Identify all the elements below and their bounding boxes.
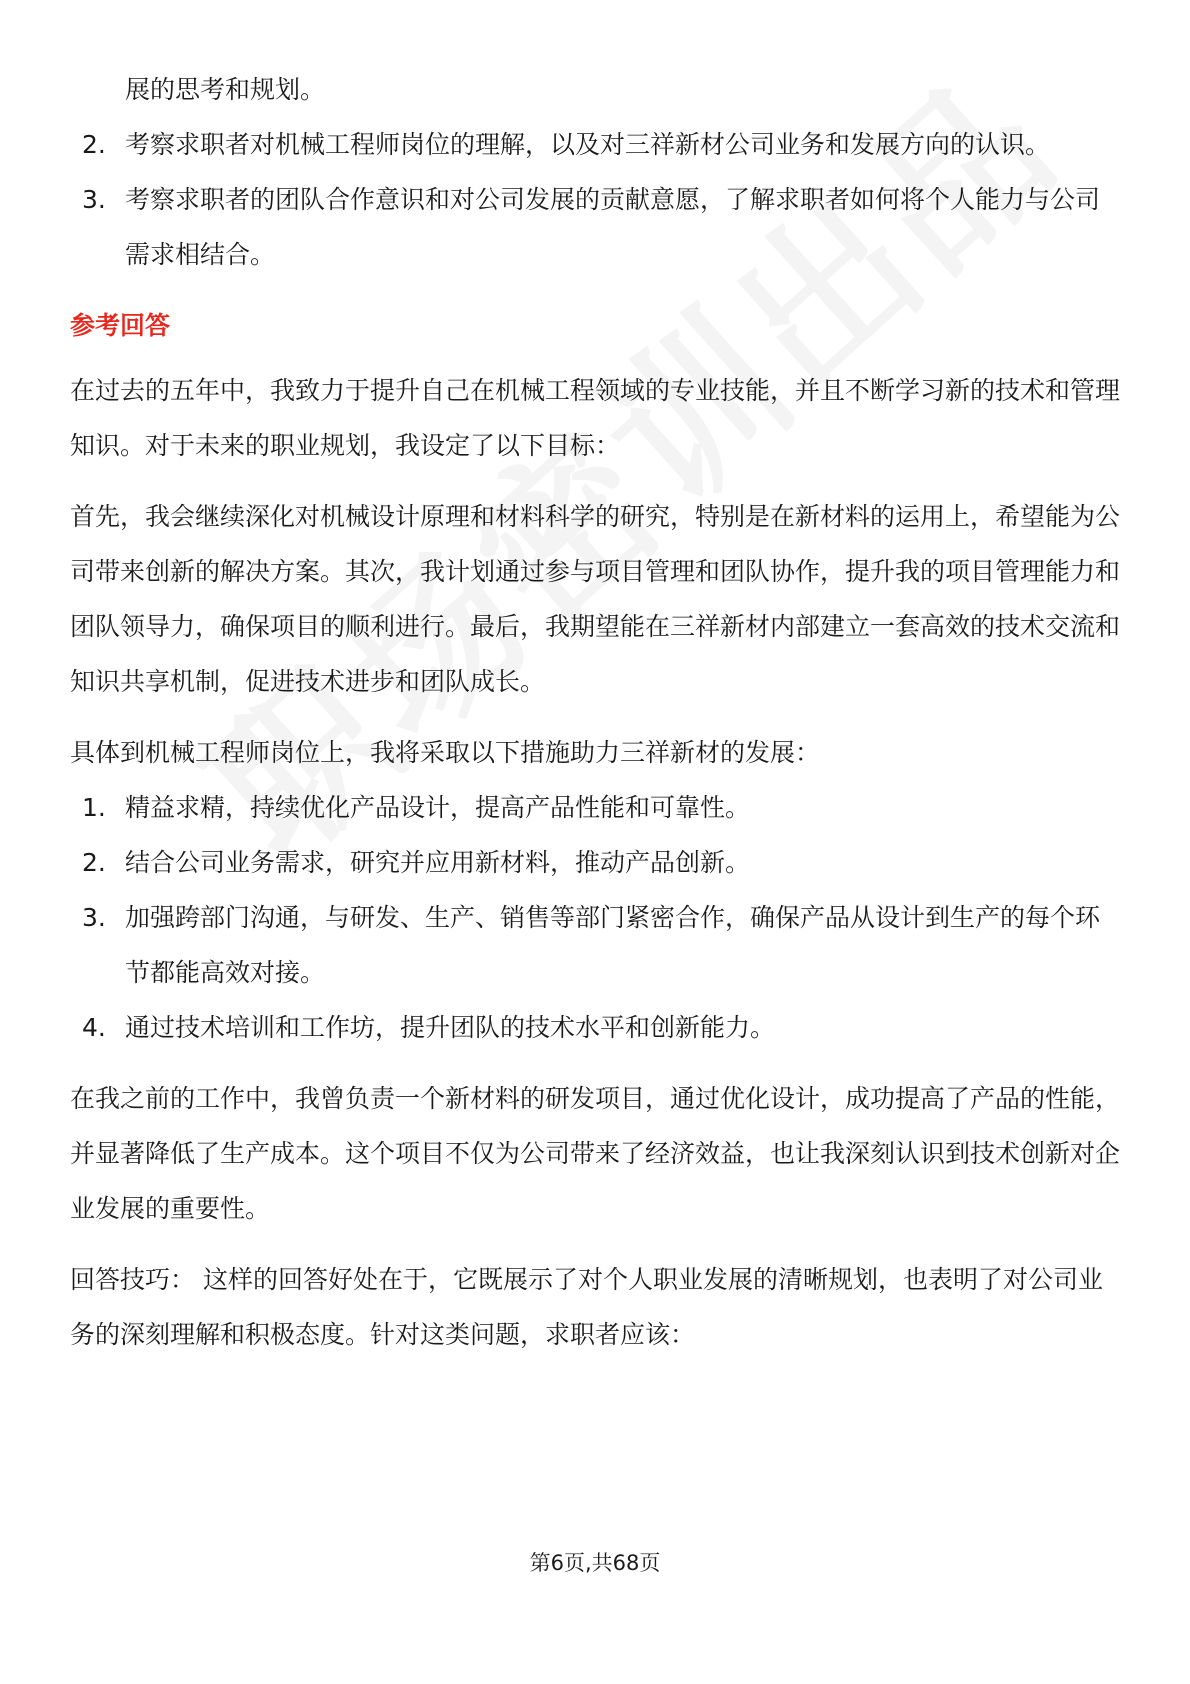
document-body [70, 62, 1120, 1362]
list-item-text: 精益求精，持续优化产品设计，提高产品性能和可靠性。 [125, 793, 751, 822]
answer-paragraph: 在过去的五年中，我致力于提升自己在机械工程领域的专业技能，并且不断学习新的技术和管理知识。对于未来的职业规划，我设定了以下目标： [70, 376, 1121, 460]
list-item [70, 117, 1120, 172]
experience-paragraph: 在我之前的工作中，我曾负责一个新材料的研发项目，通过优化设计，成功提高了产品的性能，并显著降低了生产成本。这个项目不仅为公司带来了经济效益，也让我深刻认识到技术创新对企业发展的重要性。 [70, 1084, 1121, 1223]
list-number: 3. [82, 185, 106, 214]
tips-paragraph: 回答技巧： 这样的回答好处在于，它既展示了对个人职业发展的清晰规划，也表明了对公司业务的深刻理解和积极态度。针对这类问题，求职者应该： [70, 1265, 1103, 1349]
list-item [70, 1000, 1120, 1055]
list-number: 2. [82, 130, 106, 159]
measures-list [70, 780, 1120, 1055]
list-item-text: 考察求职者的团队合作意识和对公司发展的贡献意愿，了解求职者如何将个人能力与公司需求相结合。 [125, 185, 1101, 269]
answer-paragraph: 首先，我会继续深化对机械设计原理和材料科学的研究，特别是在新材料的运用上，希望能为公司带来创新的解决方案。其次，我计划通过参与项目管理和团队协作，提升我的项目管理能力和团队领导力，确保项目的顺利进行。最后，我期望能在三祥新材内部建立一套高效的技术交流和知识共享机制，促进技术进步和团队成长。 [70, 502, 1121, 696]
list-item-text: 加强跨部门沟通，与研发、生产、销售等部门紧密合作，确保产品从设计到生产的每个环节都能高效对接。 [125, 903, 1101, 987]
list-number: 1. [82, 793, 106, 822]
list-item-text: 结合公司业务需求，研究并应用新材料，推动产品创新。 [125, 848, 751, 877]
continuation-text: 展的思考和规划。 [125, 75, 326, 104]
list-item-text: 通过技术培训和工作坊，提升团队的技术水平和创新能力。 [125, 1013, 776, 1042]
list-number: 4. [82, 1013, 106, 1042]
list-item-text: 考察求职者对机械工程师岗位的理解，以及对三祥新材公司业务和发展方向的认识。 [125, 130, 1051, 159]
page-number: 第6页,共68页 [529, 1551, 661, 1575]
answer-heading: 参考回答 [70, 311, 171, 340]
list-item [70, 835, 1120, 890]
list-item [70, 890, 1120, 1000]
list-item [70, 780, 1120, 835]
list-number: 3. [82, 903, 106, 932]
list-number: 2. [82, 848, 106, 877]
list-item [70, 172, 1120, 282]
question-points-list [70, 117, 1120, 282]
answer-paragraph: 具体到机械工程师岗位上，我将采取以下措施助力三祥新材的发展： [70, 738, 821, 767]
